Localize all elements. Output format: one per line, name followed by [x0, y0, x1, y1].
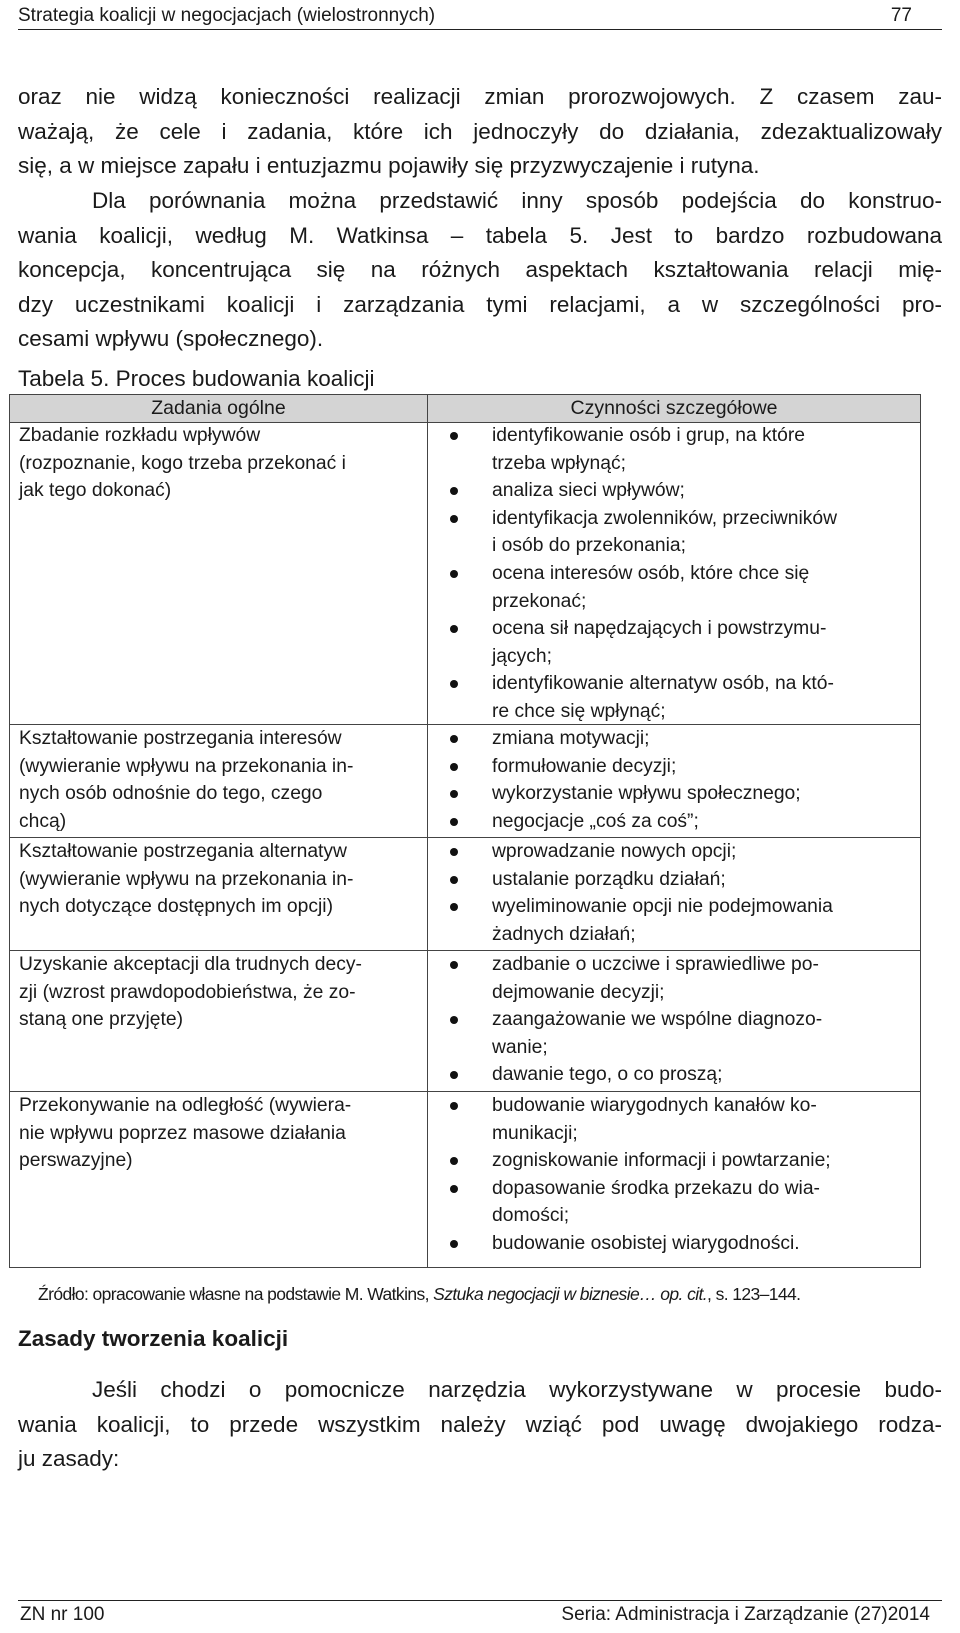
section-paragraph: [18, 1373, 942, 1477]
bullet-icon: [450, 515, 458, 523]
table-header-row: [10, 395, 920, 423]
action-line: ocena sił napędzających i powstrzymu-: [492, 618, 827, 640]
paragraph-line: dzy uczestnikami koalicji i zarządzania tymi relacjami, a w szczególności pro-: [18, 291, 942, 317]
action-item: [450, 1092, 915, 1147]
action-line: formułowanie decyzji;: [492, 755, 677, 777]
action-line: zogniskowanie informacji i powtarzanie;: [492, 1150, 831, 1172]
general-task-line: Uzyskanie akceptacji dla trudnych decy-: [19, 954, 362, 975]
action-line: re chce się wpłynąć;: [492, 700, 666, 722]
action-item: [450, 753, 915, 781]
source-prefix: Źródło: opracowanie własne na podstawie M. Watkins,: [38, 1284, 434, 1304]
paragraph-line: Jeśli chodzi o pomocnicze narzędzia wykorzystywane w procesie budo-: [92, 1377, 942, 1402]
action-item: [450, 866, 915, 894]
action-item: [450, 505, 915, 560]
footer-series: Seria: Administracja i Zarządzanie (27)2014: [561, 1604, 930, 1625]
action-line: identyfikacja zwolenników, przeciwników: [492, 507, 838, 529]
action-item: [450, 477, 915, 505]
bullet-icon: [450, 876, 458, 884]
bullet-icon: [450, 763, 458, 771]
bullet-icon: [450, 735, 458, 743]
action-line: identyfikowanie osób i grup, na które: [492, 425, 805, 446]
general-task-line: Zbadanie rozkładu wpływów: [19, 425, 261, 446]
general-task-line: Kształtowanie postrzegania alternatyw: [19, 841, 347, 862]
bullet-icon: [450, 432, 458, 440]
running-header: [18, 2, 942, 30]
action-line: zmiana motywacji;: [492, 728, 650, 749]
table-caption: Tabela 5. Proces budowania koalicji: [18, 366, 375, 391]
action-line: ustalanie porządku działań;: [492, 868, 726, 890]
general-task-line: Przekonywanie na odległość (wywiera-: [19, 1095, 352, 1116]
paragraph-line: Dla porównania można przedstawić inny sposób podejścia do konstruo-: [92, 188, 942, 213]
general-task-line: (rozpoznanie, kogo trzeba przekonać i: [19, 452, 346, 474]
action-item: [450, 670, 915, 725]
general-task-line: zji (wzrost prawdopodobieństwa, że zo-: [19, 981, 356, 1003]
bullet-icon: [450, 848, 458, 856]
action-line: dejmowanie decyzji;: [492, 981, 665, 1003]
action-line: budowanie wiarygodnych kanałów ko-: [492, 1095, 817, 1116]
page-number: 77: [890, 5, 912, 26]
action-line: wprowadzanie nowych opcji;: [492, 841, 737, 862]
action-item: [450, 1006, 915, 1061]
general-task-line: perswazyjne): [19, 1150, 133, 1172]
general-task-cell: [19, 422, 423, 505]
action-line: identyfikowanie alternatyw osób, na któ-: [492, 673, 834, 695]
action-item: [450, 838, 915, 866]
column-divider: [427, 395, 428, 1267]
action-line: i osób do przekonania;: [492, 535, 687, 557]
source-suffix: , s. 123–144.: [707, 1284, 801, 1304]
column-header-general: Zadania ogólne: [151, 397, 286, 419]
general-task-line: Kształtowanie postrzegania interesów: [19, 728, 342, 749]
action-item: [450, 725, 915, 753]
action-item: [450, 1230, 915, 1258]
general-task-line: staną one przyjęte): [19, 1009, 183, 1031]
action-item: [450, 808, 915, 836]
specific-actions-cell: [450, 951, 915, 1089]
bullet-icon: [450, 961, 458, 969]
paragraph-line: wania koalicji, to przede wszystkim należy wziąć pod uwagę dwojakiego rodza-: [18, 1411, 942, 1437]
action-line: przekonać;: [492, 590, 587, 612]
coalition-process-table: [9, 394, 921, 1268]
general-task-line: nych dotyczące dostępnych im opcji): [19, 896, 334, 918]
source-title: Sztuka negocjacji w biznesie… op. cit.: [433, 1284, 708, 1304]
action-line: munikacji;: [492, 1122, 578, 1144]
action-line: dopasowanie środka przekazu do wia-: [492, 1177, 820, 1199]
column-header-specific: Czynności szczegółowe: [570, 397, 778, 419]
action-line: zaangażowanie we wspólne diagnozo-: [492, 1009, 823, 1031]
action-item: [450, 1147, 915, 1175]
action-line: jących;: [492, 645, 553, 667]
table-source-note: [38, 1282, 800, 1306]
general-task-line: (wywieranie wpływu na przekonania in-: [19, 868, 354, 890]
general-task-cell: [19, 838, 423, 921]
header-title: Strategia koalicji w negocjacjach (wielostronnych): [18, 5, 436, 26]
action-line: dawanie tego, o co proszą;: [492, 1064, 723, 1086]
general-task-line: (wywieranie wpływu na przekonania in-: [19, 755, 354, 777]
action-line: negocjacje „coś za coś”;: [492, 810, 699, 832]
bullet-icon: [450, 1102, 458, 1110]
paragraph-line: ju zasady:: [18, 1446, 120, 1471]
specific-actions-cell: [450, 838, 915, 948]
action-item: [450, 951, 915, 1006]
general-task-cell: [19, 725, 423, 835]
paragraph-line: koncepcja, koncentrująca się na różnych aspektach kształtowania relacji mię-: [18, 257, 942, 282]
paragraph-line: cesami wpływu (społecznego).: [18, 326, 324, 351]
footer-journal-number: ZN nr 100: [20, 1604, 105, 1625]
action-line: wykorzystanie wpływu społecznego;: [492, 783, 801, 805]
paragraph-1: [18, 80, 942, 184]
bullet-icon: [450, 1240, 458, 1248]
paragraph-line: oraz nie widzą konieczności realizacji zmian prorozwojowych. Z czasem zau-: [18, 84, 942, 109]
paragraph-2: [18, 184, 942, 357]
general-task-line: nych osób odnośnie do tego, czego: [19, 783, 323, 805]
paragraph-line: wania koalicji, według M. Watkinsa – tabela 5. Jest to bardzo rozbudowana: [18, 222, 942, 248]
action-line: trzeba wpłynąć;: [492, 452, 626, 474]
specific-actions-cell: [450, 725, 915, 835]
bullet-icon: [450, 570, 458, 578]
action-line: budowanie osobistej wiarygodności.: [492, 1232, 800, 1254]
general-task-line: chcą): [19, 810, 67, 832]
paragraph-line: ważają, że cele i zadania, które ich jednoczyły do działania, zdezaktualizowały: [18, 118, 942, 144]
running-footer: [18, 1600, 942, 1629]
action-line: ocena interesów osób, które chce się: [492, 562, 810, 584]
bullet-icon: [450, 1185, 458, 1193]
action-item: [450, 1061, 915, 1089]
action-item: [450, 1175, 915, 1230]
specific-actions-cell: [450, 1092, 915, 1258]
action-line: analiza sieci wpływów;: [492, 480, 685, 502]
action-line: domości;: [492, 1205, 570, 1227]
section-heading: Zasady tworzenia koalicji: [18, 1326, 289, 1351]
action-item: [450, 422, 915, 477]
action-line: wyeliminowanie opcji nie podejmowania: [492, 896, 833, 918]
action-item: [450, 893, 915, 948]
action-item: [450, 615, 915, 670]
action-line: zadbanie o uczciwe i sprawiedliwe po-: [492, 954, 819, 975]
general-task-cell: [19, 951, 423, 1034]
bullet-icon: [450, 818, 458, 826]
action-item: [450, 560, 915, 615]
general-task-cell: [19, 1092, 423, 1175]
paragraph-line: się, a w miejsce zapału i entuzjazmu pojawiły się przyzwyczajenie i rutyna.: [18, 153, 760, 178]
action-line: wanie;: [492, 1036, 548, 1058]
action-line: żadnych działań;: [492, 923, 636, 945]
general-task-line: nie wpływu poprzez masowe działania: [19, 1122, 346, 1144]
action-item: [450, 780, 915, 808]
specific-actions-cell: [450, 422, 915, 726]
general-task-line: jak tego dokonać): [19, 480, 172, 502]
